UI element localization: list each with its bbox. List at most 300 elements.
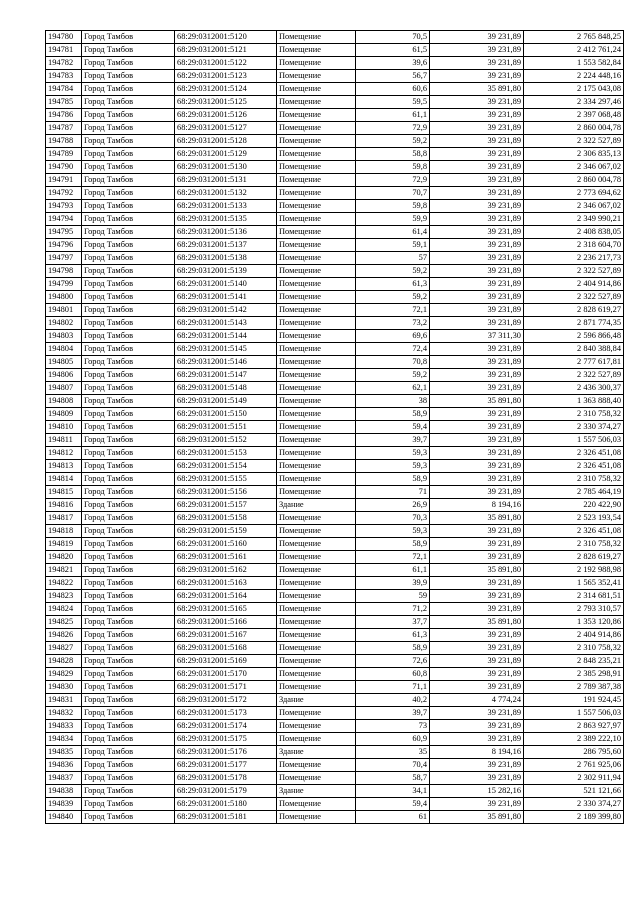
cell-cadastral-value: 2 777 617,81 [524,356,624,369]
cell-area: 59,4 [356,798,430,811]
cell-cadastral-value: 2 310 758,32 [524,408,624,421]
cell-city: Город Тамбов [82,811,175,824]
cell-area: 59,5 [356,96,430,109]
cell-cadastral-number: 68:29:0312001:5170 [175,668,277,681]
table-row [46,291,624,304]
cell-id: 194783 [46,70,82,83]
cell-specific-value: 35 891,80 [430,811,524,824]
cell-cadastral-number: 68:29:0312001:5180 [175,798,277,811]
table-row [46,31,624,44]
table-row [46,564,624,577]
cell-city: Город Тамбов [82,200,175,213]
cell-id: 194781 [46,44,82,57]
cell-specific-value: 39 231,89 [430,538,524,551]
cell-cadastral-number: 68:29:0312001:5159 [175,525,277,538]
table-row [46,642,624,655]
cell-object-type: Помещение [277,174,356,187]
cell-object-type: Здание [277,694,356,707]
cell-cadastral-number: 68:29:0312001:5171 [175,681,277,694]
cell-city: Город Тамбов [82,681,175,694]
cell-object-type: Помещение [277,421,356,434]
cell-cadastral-number: 68:29:0312001:5132 [175,187,277,200]
cell-id: 194825 [46,616,82,629]
table-row [46,746,624,759]
table-row [46,200,624,213]
cell-cadastral-number: 68:29:0312001:5155 [175,473,277,486]
cell-specific-value: 39 231,89 [430,135,524,148]
cell-cadastral-value: 2 860 004,78 [524,122,624,135]
cell-city: Город Тамбов [82,252,175,265]
cell-city: Город Тамбов [82,382,175,395]
table-row [46,668,624,681]
cell-area: 72,6 [356,655,430,668]
cell-id: 194793 [46,200,82,213]
table-row [46,83,624,96]
table-row [46,772,624,785]
cell-object-type: Помещение [277,343,356,356]
cell-cadastral-value: 2 346 067,02 [524,161,624,174]
cell-object-type: Помещение [277,187,356,200]
cell-city: Город Тамбов [82,564,175,577]
cell-id: 194806 [46,369,82,382]
table-row [46,473,624,486]
table-row [46,733,624,746]
table-row [46,369,624,382]
table-row [46,408,624,421]
cell-id: 194830 [46,681,82,694]
cell-specific-value: 39 231,89 [430,759,524,772]
cell-id: 194822 [46,577,82,590]
cell-specific-value: 39 231,89 [430,161,524,174]
cell-area: 59,2 [356,265,430,278]
cell-specific-value: 39 231,89 [430,720,524,733]
table-row [46,616,624,629]
cell-area: 39,9 [356,577,430,590]
cell-specific-value: 35 891,80 [430,616,524,629]
cell-city: Город Тамбов [82,603,175,616]
cell-area: 57 [356,252,430,265]
cell-city: Город Тамбов [82,239,175,252]
cell-city: Город Тамбов [82,512,175,525]
cell-city: Город Тамбов [82,278,175,291]
cell-cadastral-number: 68:29:0312001:5135 [175,213,277,226]
cell-object-type: Помещение [277,330,356,343]
cell-city: Город Тамбов [82,395,175,408]
cell-object-type: Помещение [277,317,356,330]
cell-object-type: Помещение [277,525,356,538]
cell-cadastral-value: 2 310 758,32 [524,538,624,551]
cell-id: 194786 [46,109,82,122]
cell-area: 58,7 [356,772,430,785]
cell-area: 40,2 [356,694,430,707]
table-row [46,356,624,369]
cell-object-type: Здание [277,746,356,759]
cell-cadastral-value: 2 346 067,02 [524,200,624,213]
table-row [46,395,624,408]
cell-city: Город Тамбов [82,421,175,434]
cell-area: 59,2 [356,135,430,148]
cell-object-type: Помещение [277,590,356,603]
cell-id: 194831 [46,694,82,707]
cell-cadastral-number: 68:29:0312001:5181 [175,811,277,824]
cell-id: 194797 [46,252,82,265]
cell-id: 194788 [46,135,82,148]
cell-cadastral-number: 68:29:0312001:5174 [175,720,277,733]
table-row [46,239,624,252]
cell-area: 62,1 [356,382,430,395]
cell-specific-value: 39 231,89 [430,304,524,317]
table-row [46,109,624,122]
table-row [46,265,624,278]
cadastral-value-table [45,30,624,824]
table-row [46,681,624,694]
cell-area: 70,8 [356,356,430,369]
cell-cadastral-value: 2 322 527,89 [524,291,624,304]
table-row [46,421,624,434]
cell-cadastral-number: 68:29:0312001:5157 [175,499,277,512]
cell-id: 194792 [46,187,82,200]
cell-city: Город Тамбов [82,291,175,304]
cell-cadastral-number: 68:29:0312001:5123 [175,70,277,83]
cell-city: Город Тамбов [82,135,175,148]
cell-id: 194787 [46,122,82,135]
cell-area: 73 [356,720,430,733]
cell-specific-value: 39 231,89 [430,239,524,252]
cell-cadastral-value: 2 765 848,25 [524,31,624,44]
table-row [46,447,624,460]
cell-area: 58,8 [356,148,430,161]
cell-object-type: Помещение [277,148,356,161]
cell-specific-value: 39 231,89 [430,343,524,356]
cell-object-type: Помещение [277,213,356,226]
table-row [46,577,624,590]
cell-specific-value: 39 231,89 [430,447,524,460]
cell-object-type: Помещение [277,83,356,96]
cell-specific-value: 39 231,89 [430,226,524,239]
cell-object-type: Помещение [277,668,356,681]
cell-id: 194826 [46,629,82,642]
cell-specific-value: 37 311,30 [430,330,524,343]
cell-specific-value: 39 231,89 [430,642,524,655]
cell-cadastral-number: 68:29:0312001:5124 [175,83,277,96]
cell-object-type: Помещение [277,577,356,590]
cell-cadastral-value: 2 404 914,86 [524,278,624,291]
cell-id: 194819 [46,538,82,551]
cell-cadastral-value: 2 310 758,32 [524,642,624,655]
table-row [46,278,624,291]
cell-cadastral-value: 2 793 310,57 [524,603,624,616]
cell-cadastral-number: 68:29:0312001:5158 [175,512,277,525]
cell-object-type: Помещение [277,811,356,824]
cell-area: 34,1 [356,785,430,798]
table-row [46,57,624,70]
cell-id: 194807 [46,382,82,395]
cell-area: 61,1 [356,109,430,122]
cell-cadastral-number: 68:29:0312001:5165 [175,603,277,616]
cell-cadastral-value: 2 863 927,97 [524,720,624,733]
cell-specific-value: 39 231,89 [430,278,524,291]
cell-area: 71,2 [356,603,430,616]
cell-cadastral-value: 2 330 374,27 [524,421,624,434]
cell-object-type: Помещение [277,460,356,473]
cell-id: 194838 [46,785,82,798]
cell-city: Город Тамбов [82,694,175,707]
cell-object-type: Помещение [277,200,356,213]
cell-specific-value: 39 231,89 [430,200,524,213]
table-row [46,525,624,538]
cell-area: 71,1 [356,681,430,694]
table-row [46,174,624,187]
cell-cadastral-value: 1 557 506,03 [524,707,624,720]
cell-cadastral-number: 68:29:0312001:5131 [175,174,277,187]
cell-city: Город Тамбов [82,707,175,720]
cell-id: 194808 [46,395,82,408]
cell-cadastral-value: 2 523 193,54 [524,512,624,525]
cell-id: 194835 [46,746,82,759]
cell-id: 194785 [46,96,82,109]
cell-area: 38 [356,395,430,408]
cell-cadastral-number: 68:29:0312001:5137 [175,239,277,252]
cell-cadastral-value: 191 924,45 [524,694,624,707]
cell-id: 194790 [46,161,82,174]
cell-cadastral-number: 68:29:0312001:5161 [175,551,277,564]
cell-specific-value: 39 231,89 [430,655,524,668]
table-row [46,96,624,109]
cell-cadastral-number: 68:29:0312001:5125 [175,96,277,109]
cell-city: Город Тамбов [82,720,175,733]
cell-cadastral-number: 68:29:0312001:5148 [175,382,277,395]
cell-cadastral-value: 2 306 835,13 [524,148,624,161]
cell-specific-value: 39 231,89 [430,317,524,330]
cell-city: Город Тамбов [82,304,175,317]
cell-specific-value: 35 891,80 [430,83,524,96]
cell-object-type: Здание [277,499,356,512]
cell-city: Город Тамбов [82,668,175,681]
cell-id: 194782 [46,57,82,70]
cell-area: 59,3 [356,525,430,538]
cell-specific-value: 8 194,16 [430,499,524,512]
cell-cadastral-number: 68:29:0312001:5147 [175,369,277,382]
cell-id: 194809 [46,408,82,421]
cell-area: 59 [356,590,430,603]
cell-city: Город Тамбов [82,746,175,759]
cell-cadastral-value: 2 326 451,08 [524,460,624,473]
cell-cadastral-value: 220 422,90 [524,499,624,512]
cell-specific-value: 39 231,89 [430,421,524,434]
cell-area: 59,9 [356,213,430,226]
cell-specific-value: 39 231,89 [430,31,524,44]
cell-cadastral-number: 68:29:0312001:5121 [175,44,277,57]
cell-area: 72,1 [356,551,430,564]
cell-id: 194784 [46,83,82,96]
cell-city: Город Тамбов [82,473,175,486]
cell-id: 194798 [46,265,82,278]
cell-cadastral-value: 1 553 582,84 [524,57,624,70]
cell-id: 194814 [46,473,82,486]
cell-cadastral-value: 2 326 451,08 [524,525,624,538]
cell-area: 70,7 [356,187,430,200]
cell-area: 61,3 [356,278,430,291]
cell-object-type: Помещение [277,278,356,291]
cell-area: 58,9 [356,642,430,655]
cell-area: 60,8 [356,668,430,681]
cell-object-type: Помещение [277,265,356,278]
cell-cadastral-number: 68:29:0312001:5122 [175,57,277,70]
cell-cadastral-value: 2 224 448,16 [524,70,624,83]
cell-id: 194816 [46,499,82,512]
cell-specific-value: 39 231,89 [430,473,524,486]
cell-id: 194836 [46,759,82,772]
cell-cadastral-value: 286 795,60 [524,746,624,759]
cell-specific-value: 39 231,89 [430,252,524,265]
cell-id: 194818 [46,525,82,538]
cell-cadastral-number: 68:29:0312001:5169 [175,655,277,668]
table-row [46,317,624,330]
cell-specific-value: 39 231,89 [430,70,524,83]
cell-city: Город Тамбов [82,174,175,187]
cell-specific-value: 39 231,89 [430,551,524,564]
cell-object-type: Помещение [277,798,356,811]
cell-object-type: Помещение [277,551,356,564]
cell-city: Город Тамбов [82,330,175,343]
cell-city: Город Тамбов [82,369,175,382]
cell-city: Город Тамбов [82,798,175,811]
cell-id: 194803 [46,330,82,343]
cell-cadastral-number: 68:29:0312001:5173 [175,707,277,720]
cell-object-type: Помещение [277,135,356,148]
cell-city: Город Тамбов [82,226,175,239]
cell-specific-value: 39 231,89 [430,603,524,616]
cell-object-type: Здание [277,785,356,798]
cell-object-type: Помещение [277,31,356,44]
cell-object-type: Помещение [277,447,356,460]
cell-area: 37,7 [356,616,430,629]
cell-cadastral-number: 68:29:0312001:5128 [175,135,277,148]
table-row [46,382,624,395]
cell-cadastral-value: 2 828 619,27 [524,304,624,317]
cell-area: 59,4 [356,421,430,434]
cell-object-type: Помещение [277,226,356,239]
cell-object-type: Помещение [277,538,356,551]
cell-id: 194799 [46,278,82,291]
table-row [46,798,624,811]
cell-object-type: Помещение [277,486,356,499]
cell-object-type: Помещение [277,252,356,265]
cell-area: 59,1 [356,239,430,252]
cell-object-type: Помещение [277,473,356,486]
cell-area: 39,7 [356,434,430,447]
cell-city: Город Тамбов [82,70,175,83]
cell-cadastral-value: 2 175 043,08 [524,83,624,96]
cell-cadastral-value: 2 389 222,10 [524,733,624,746]
cell-cadastral-number: 68:29:0312001:5168 [175,642,277,655]
cell-specific-value: 39 231,89 [430,213,524,226]
cell-cadastral-number: 68:29:0312001:5140 [175,278,277,291]
cell-area: 59,3 [356,460,430,473]
cell-specific-value: 35 891,80 [430,564,524,577]
cell-specific-value: 39 231,89 [430,382,524,395]
cell-cadastral-number: 68:29:0312001:5176 [175,746,277,759]
cell-cadastral-value: 2 322 527,89 [524,135,624,148]
cell-id: 194813 [46,460,82,473]
cell-specific-value: 39 231,89 [430,733,524,746]
cell-specific-value: 39 231,89 [430,174,524,187]
cell-object-type: Помещение [277,408,356,421]
cell-specific-value: 39 231,89 [430,772,524,785]
cell-cadastral-value: 2 785 464,19 [524,486,624,499]
cell-id: 194820 [46,551,82,564]
cell-cadastral-value: 2 310 758,32 [524,473,624,486]
cell-area: 61,1 [356,564,430,577]
cell-cadastral-value: 2 412 761,24 [524,44,624,57]
cell-cadastral-value: 2 860 004,78 [524,174,624,187]
cell-specific-value: 39 231,89 [430,460,524,473]
cell-cadastral-number: 68:29:0312001:5143 [175,317,277,330]
cell-specific-value: 4 774,24 [430,694,524,707]
cell-id: 194815 [46,486,82,499]
cell-object-type: Помещение [277,616,356,629]
cell-object-type: Помещение [277,434,356,447]
cell-specific-value: 39 231,89 [430,525,524,538]
cell-area: 60,9 [356,733,430,746]
table-row [46,187,624,200]
cell-specific-value: 39 231,89 [430,265,524,278]
cell-id: 194796 [46,239,82,252]
cell-city: Город Тамбов [82,577,175,590]
cell-id: 194791 [46,174,82,187]
cell-city: Город Тамбов [82,785,175,798]
cell-cadastral-number: 68:29:0312001:5164 [175,590,277,603]
cell-id: 194824 [46,603,82,616]
table-row [46,811,624,824]
cell-object-type: Помещение [277,70,356,83]
cell-area: 73,2 [356,317,430,330]
cell-city: Город Тамбов [82,31,175,44]
cell-id: 194812 [46,447,82,460]
cell-specific-value: 39 231,89 [430,291,524,304]
cell-area: 70,3 [356,512,430,525]
cell-object-type: Помещение [277,603,356,616]
cell-cadastral-value: 2 773 694,62 [524,187,624,200]
cell-area: 71 [356,486,430,499]
cell-cadastral-value: 2 761 925,06 [524,759,624,772]
table-row [46,213,624,226]
cell-city: Город Тамбов [82,44,175,57]
table-row [46,304,624,317]
cell-area: 58,9 [356,538,430,551]
cell-cadastral-value: 2 302 911,94 [524,772,624,785]
cell-city: Город Тамбов [82,538,175,551]
document-page [45,30,623,824]
cell-cadastral-number: 68:29:0312001:5149 [175,395,277,408]
cell-cadastral-number: 68:29:0312001:5162 [175,564,277,577]
cell-city: Город Тамбов [82,434,175,447]
cell-object-type: Помещение [277,239,356,252]
cell-cadastral-value: 2 840 388,84 [524,343,624,356]
cell-cadastral-value: 2 326 451,08 [524,447,624,460]
cell-city: Город Тамбов [82,161,175,174]
cell-area: 61,3 [356,629,430,642]
cell-id: 194810 [46,421,82,434]
cell-cadastral-number: 68:29:0312001:5166 [175,616,277,629]
table-row [46,486,624,499]
cell-city: Город Тамбов [82,460,175,473]
cell-object-type: Помещение [277,44,356,57]
cell-area: 39,7 [356,707,430,720]
cell-id: 194832 [46,707,82,720]
cell-specific-value: 39 231,89 [430,369,524,382]
table-row [46,655,624,668]
